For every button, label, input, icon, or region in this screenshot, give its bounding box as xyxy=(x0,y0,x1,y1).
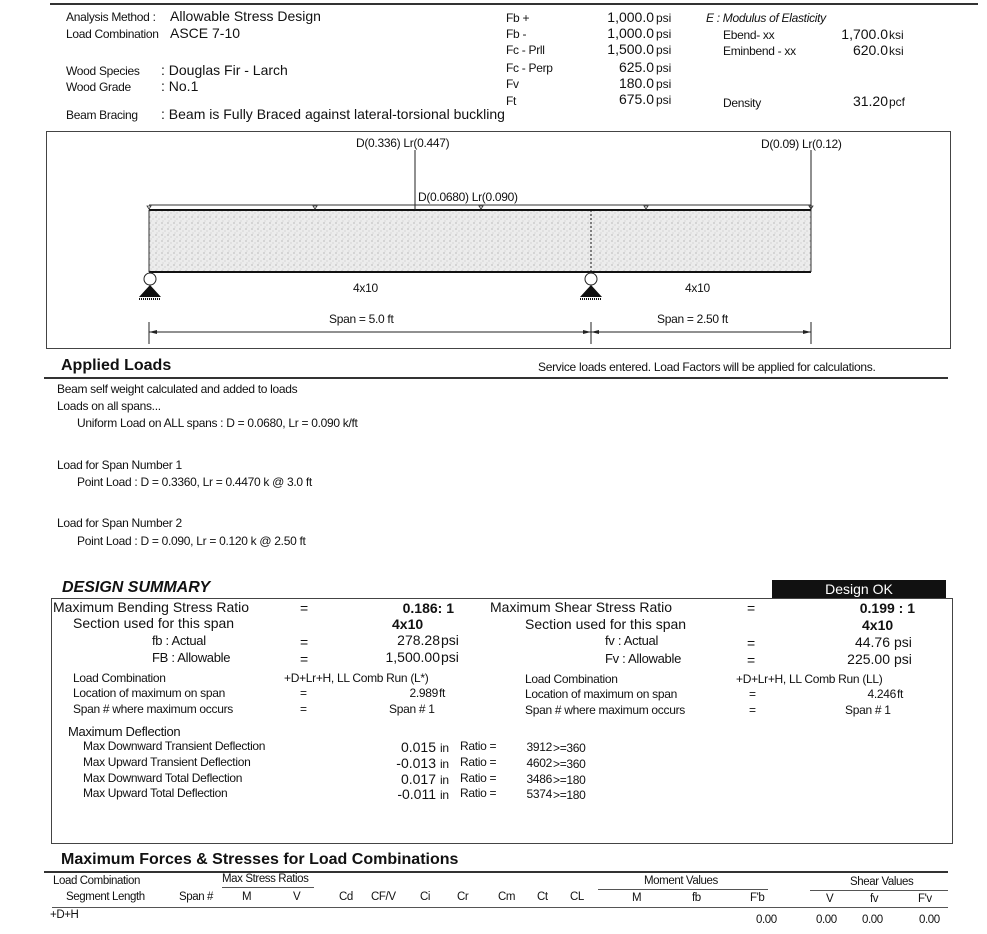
deflection-unit: in xyxy=(440,741,449,755)
bending-location-unit: ft xyxy=(439,686,446,700)
col-header: Cm xyxy=(498,891,516,903)
elasticity-title: E : Modulus of Elasticity xyxy=(706,11,826,25)
deflection-value: -0.011 xyxy=(397,786,436,802)
equals: = xyxy=(747,635,756,651)
load-combination-label: Load Combination xyxy=(66,27,159,41)
col-header: Cd xyxy=(339,891,353,903)
shear-combo-label: Load Combination xyxy=(525,672,618,686)
beam-diagram-graphic xyxy=(47,132,952,350)
ratio-label: Ratio = xyxy=(460,786,497,800)
ebend-label: Ebend- xx xyxy=(723,28,775,42)
stress-label: Fc - Perp xyxy=(506,61,553,75)
ratio-label: Ratio = xyxy=(460,755,497,769)
stress-value: 1,000.0 xyxy=(607,9,654,25)
point-load-2-label: D(0.09) Lr(0.12) xyxy=(761,137,842,151)
density-unit: pcf xyxy=(889,95,906,109)
point-load-1-label: D(0.336) Lr(0.447) xyxy=(356,136,450,150)
deflection-unit: in xyxy=(440,757,449,771)
group-rule xyxy=(810,890,948,891)
fv-actual-value: 44.76 xyxy=(854,634,890,650)
bending-section: 4x10 xyxy=(392,616,424,632)
col-header: fv xyxy=(870,893,879,905)
load-line: Beam self weight calculated and added to loads xyxy=(57,382,298,396)
shear-span-label: Span # where maximum occurs xyxy=(525,703,685,717)
forces-table-rule xyxy=(44,871,948,873)
stress-label: Fb - xyxy=(506,27,527,41)
shear-location-unit: ft xyxy=(897,687,904,701)
load-line: Uniform Load on ALL spans : D = 0.0680, Lr = 0.090 k/ft xyxy=(77,416,358,430)
beam-bracing-label: Beam Bracing xyxy=(66,108,138,122)
fb-actual-label: fb : Actual xyxy=(152,633,206,648)
col-header: Span # xyxy=(179,891,214,903)
shear-location: 4.246 xyxy=(867,687,896,701)
bending-ratio: 0.186: 1 xyxy=(402,600,454,616)
fv-allowable-value: 225.00 xyxy=(847,651,890,667)
deflection-title: Maximum Deflection xyxy=(68,724,181,739)
equals: = xyxy=(300,634,309,650)
bending-span: Span # 1 xyxy=(389,702,435,716)
group-rule xyxy=(222,887,314,888)
ratio-label: Ratio = xyxy=(460,771,497,785)
col-header: F'v xyxy=(918,893,932,905)
stress-unit: psi xyxy=(656,43,672,57)
header-rule xyxy=(52,907,948,908)
analysis-method-label: Analysis Method : xyxy=(66,10,156,24)
applied-loads-title: Applied Loads xyxy=(61,357,172,374)
deflection-ratio: 4602 xyxy=(526,756,552,770)
col-header: CL xyxy=(570,891,584,903)
group-shear: Shear Values xyxy=(850,876,914,888)
load-line: Load for Span Number 2 xyxy=(57,516,182,530)
group-load-combination: Load Combination xyxy=(53,875,140,887)
col-header: Cr xyxy=(457,891,469,903)
shear-section: 4x10 xyxy=(862,617,894,633)
deflection-value: -0.013 xyxy=(396,755,436,771)
fv-allowable-unit: psi xyxy=(894,651,912,667)
equals: = xyxy=(747,652,756,668)
fb-actual-value: 278.28 xyxy=(397,632,440,648)
ratio-label: Ratio = xyxy=(460,739,497,753)
uniform-load-label: D(0.0680) Lr(0.090) xyxy=(418,190,518,204)
col-header: M xyxy=(242,891,252,903)
stress-label: Fb + xyxy=(506,11,530,25)
applied-loads-note: Service loads entered. Load Factors will be applied for calculations. xyxy=(538,360,876,374)
fb-actual-unit: psi xyxy=(441,632,459,648)
density-value: 31.20 xyxy=(852,93,888,109)
col-header: Ci xyxy=(420,891,431,903)
wood-grade-label: Wood Grade xyxy=(66,80,131,94)
stress-value: 1,000.0 xyxy=(607,25,654,41)
span-2-label: Span = 2.50 ft xyxy=(657,312,728,326)
stress-unit: psi xyxy=(656,27,672,41)
eminbend-label: Eminbend - xx xyxy=(723,44,796,58)
row-fv: 0.00 xyxy=(862,914,883,926)
equals: = xyxy=(749,687,756,701)
design-summary-title: DESIGN SUMMARY xyxy=(62,579,211,596)
fv-actual-label: fv : Actual xyxy=(605,633,659,648)
deflection-value: 0.015 xyxy=(400,739,436,755)
deflection-limit: >=180 xyxy=(553,773,586,787)
applied-loads-rule xyxy=(44,377,948,379)
stress-value: 180.0 xyxy=(618,75,654,91)
col-header: fb xyxy=(692,892,701,904)
eminbend-unit: ksi xyxy=(889,44,904,58)
load-line: Loads on all spans... xyxy=(57,399,161,413)
design-status-badge: Design OK xyxy=(772,580,946,598)
fv-actual-unit: psi xyxy=(894,634,912,650)
equals: = xyxy=(300,686,307,700)
deflection-ratio: 3486 xyxy=(526,772,552,786)
group-rule xyxy=(598,889,768,890)
wood-grade-value: : No.1 xyxy=(161,78,199,94)
analysis-method-value: Allowable Stress Design xyxy=(170,8,321,24)
deflection-limit: >=360 xyxy=(553,757,586,771)
load-combination-value: ASCE 7-10 xyxy=(170,25,241,41)
stress-label: Ft xyxy=(506,94,517,108)
group-moment: Moment Values xyxy=(644,875,718,887)
deflection-limit: >=180 xyxy=(553,788,586,802)
equals: = xyxy=(749,703,756,717)
row-combo: +D+H xyxy=(50,909,79,921)
deflection-unit: in xyxy=(440,788,449,802)
col-header: F'b xyxy=(750,892,765,904)
beam-diagram xyxy=(46,131,951,349)
group-stress-ratios: Max Stress Ratios xyxy=(222,873,309,885)
deflection-label: Max Upward Transient Deflection xyxy=(83,755,251,769)
wood-species-label: Wood Species xyxy=(66,64,140,78)
equals: = xyxy=(300,651,309,667)
shear-section-label: Section used for this span xyxy=(525,616,687,632)
ebend-unit: ksi xyxy=(889,28,904,42)
span-1-label: Span = 5.0 ft xyxy=(329,312,394,326)
section-1-label: 4x10 xyxy=(353,281,378,295)
equals: = xyxy=(747,600,756,616)
col-header: Ct xyxy=(537,891,548,903)
col-header: CF/V xyxy=(371,891,396,903)
bending-location-label: Location of maximum on span xyxy=(73,686,225,700)
col-header: V xyxy=(293,891,301,903)
stress-value: 625.0 xyxy=(618,59,654,75)
deflection-ratio: 3912 xyxy=(526,740,552,754)
col-header: M xyxy=(632,892,642,904)
bending-span-label: Span # where maximum occurs xyxy=(73,702,233,716)
row-v: 0.00 xyxy=(816,914,837,926)
col-header: V xyxy=(826,893,834,905)
fb-allowable-value: 1,500.00 xyxy=(385,649,440,665)
beam-bracing-value: : Beam is Fully Braced against lateral-torsional buckling xyxy=(161,106,505,122)
shear-span: Span # 1 xyxy=(845,703,891,717)
bending-section-label: Section used for this span xyxy=(73,615,235,631)
equals: = xyxy=(300,600,309,616)
bending-title: Maximum Bending Stress Ratio xyxy=(53,599,250,615)
equals: = xyxy=(300,702,307,716)
stress-unit: psi xyxy=(656,77,672,91)
deflection-unit: in xyxy=(440,773,449,787)
shear-title: Maximum Shear Stress Ratio xyxy=(490,599,673,615)
deflection-label: Max Downward Transient Deflection xyxy=(83,739,266,753)
fv-allowable-label: Fv : Allowable xyxy=(605,651,682,666)
fb-allowable-unit: psi xyxy=(441,649,459,665)
deflection-ratio: 5374 xyxy=(526,787,552,801)
col-header: Segment Length xyxy=(66,891,145,903)
eminbend-value: 620.0 xyxy=(852,42,888,58)
bending-combo-label: Load Combination xyxy=(73,671,166,685)
stress-label: Fc - Prll xyxy=(506,43,545,57)
row-fv-prime: 0.00 xyxy=(919,914,940,926)
density-label: Density xyxy=(723,96,761,110)
stress-unit: psi xyxy=(656,61,672,75)
stress-value: 675.0 xyxy=(618,91,654,107)
row-fb-prime: 0.00 xyxy=(756,914,777,926)
ebend-value: 1,700.0 xyxy=(841,26,888,42)
load-line: Load for Span Number 1 xyxy=(57,458,182,472)
section-2-label: 4x10 xyxy=(685,281,710,295)
stress-unit: psi xyxy=(656,11,672,25)
shear-location-label: Location of maximum on span xyxy=(525,687,677,701)
bending-combo: +D+Lr+H, LL Comb Run (L*) xyxy=(284,671,429,685)
stress-value: 1,500.0 xyxy=(607,41,654,57)
deflection-value: 0.017 xyxy=(400,771,436,787)
wood-species-value: : Douglas Fir - Larch xyxy=(161,62,288,78)
shear-combo: +D+Lr+H, LL Comb Run (LL) xyxy=(736,672,883,686)
load-line: Point Load : D = 0.3360, Lr = 0.4470 k @ 3.0 ft xyxy=(77,475,312,489)
deflection-label: Max Upward Total Deflection xyxy=(83,786,228,800)
fb-allowable-label: FB : Allowable xyxy=(152,650,231,665)
load-line: Point Load : D = 0.090, Lr = 0.120 k @ 2.50 ft xyxy=(77,534,306,548)
bending-location: 2.989 xyxy=(409,686,438,700)
top-rule xyxy=(50,3,978,5)
deflection-limit: >=360 xyxy=(553,741,586,755)
shear-ratio: 0.199 : 1 xyxy=(859,600,915,616)
stress-unit: psi xyxy=(656,93,672,107)
stress-label: Fv xyxy=(506,77,519,91)
forces-table-title: Maximum Forces & Stresses for Load Combinations xyxy=(61,851,459,868)
deflection-label: Max Downward Total Deflection xyxy=(83,771,243,785)
